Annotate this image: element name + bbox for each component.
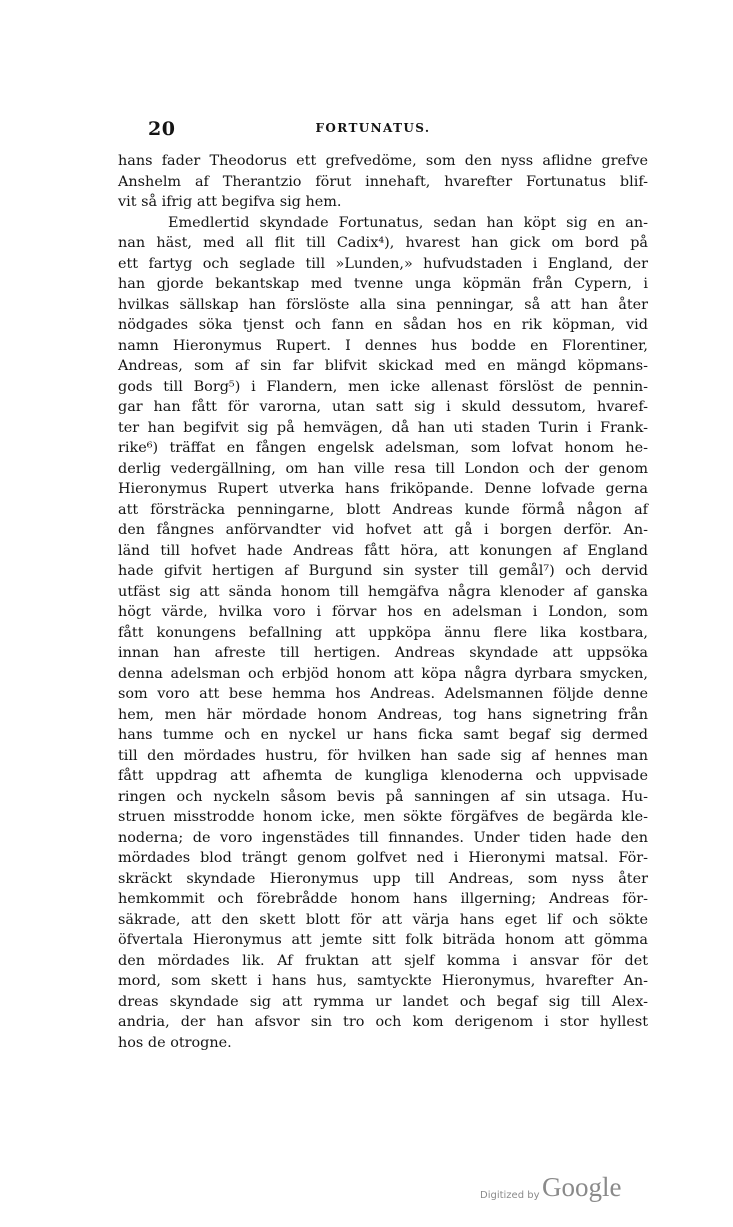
text-line: hans fader Theodorus ett grefvedöme, som den nyss aflidne grefve — [118, 153, 648, 169]
text-line: gar han fått för varorna, utan satt sig i skuld dessutom, hvaref- — [118, 399, 648, 415]
text-line: säkrade, att den skett blott för att värja hans eget lif och sökte — [118, 911, 648, 928]
text-line: han gjorde bekantskap med tvenne unga köpmän från Cypern, i — [118, 276, 648, 292]
google-wordmark: Google — [542, 1172, 622, 1202]
text-line: att försträcka penningarne, blott Andreas kunde förmå någon af — [118, 501, 648, 518]
text-line: den fångnes anförvandter vid hofvet att gå i borgen derför. An- — [118, 522, 648, 538]
body-text — [118, 151, 648, 1053]
text-line: ett fartyg och seglade till »Lunden,» hufvudstaden i England, der — [118, 255, 648, 272]
text-line: Anshelm af Therantzio förut innehaft, hvarefter Fortunatus blif- — [118, 173, 648, 190]
text-line: vit så ifrig att begifva sig hem. — [118, 194, 342, 210]
page-header — [148, 118, 598, 144]
text-line: fått uppdrag att afhemta de kungliga klenoderna och uppvisade — [118, 768, 648, 784]
text-line: noderna; de voro ingenstädes till finnandes. Under tiden hade den — [118, 829, 648, 846]
text-line: fått konungens befallning att uppköpa ännu flere lika kostbara, — [118, 624, 648, 641]
page-number: 20 — [148, 118, 176, 140]
text-line: andria, der han afsvor sin tro och kom derigenom i stor hyllest — [118, 1014, 648, 1030]
text-line: öfvertala Hieronymus att jemte sitt folk biträda honom att gömma — [118, 932, 648, 948]
text-line: nan häst, med all flit till Cadix⁴), hvarest han gick om bord på — [118, 235, 648, 251]
text-line: struen misstrodde honom icke, men sökte förgäfves de begärda kle- — [118, 809, 648, 825]
text-line: hans tumme och en nyckel ur hans ficka samt begaf sig dermed — [118, 727, 648, 743]
text-line: hvilkas sällskap han förslöste alla sina penningar, så att han åter — [118, 296, 648, 313]
text-line: hemkommit och förebrådde honom hans illgerning; Andreas för- — [118, 891, 648, 907]
text-line: skräckt skyndade Hieronymus upp till Andreas, som nyss åter — [118, 870, 648, 887]
text-line: hade gifvit hertigen af Burgund sin syster till gemål⁷) och dervid — [118, 563, 648, 579]
text-line: hos de otrogne. — [118, 1034, 232, 1051]
text-line: denna adelsman och erbjöd honom att köpa några dyrbara smycken, — [118, 665, 648, 682]
text-line: den mördades lik. Af fruktan att sjelf komma i ansvar för det — [118, 952, 648, 969]
text-line: ter han begifvit sig på hemvägen, då han uti staden Turin i Frank- — [118, 419, 648, 436]
text-line: derlig vedergällning, om han ville resa till London och der genom — [118, 460, 648, 477]
text-line: länd till hofvet hade Andreas fått höra, att konungen af England — [118, 542, 648, 559]
text-line: innan han afreste till hertigen. Andreas skyndade att uppsöka — [118, 645, 648, 661]
text-line: mord, som skett i hans hus, samtyckte Hieronymus, hvarefter An- — [118, 973, 648, 989]
text-line: gods till Borg⁵) i Flandern, men icke allenast förslöst de pennin- — [118, 378, 648, 395]
text-line: Emedlertid skyndade Fortunatus, sedan han köpt sig en an- — [168, 214, 648, 231]
text-line: mördades blod trängt genom golfvet ned i Hieronymi matsal. För- — [118, 850, 648, 866]
digitized-by-label: Digitized by — [480, 1190, 540, 1201]
text-line: Hieronymus Rupert utverka hans friköpande. Denne lofvade gerna — [118, 481, 648, 497]
text-line: hem, men här mördade honom Andreas, tog hans signetring från — [118, 706, 648, 723]
text-line: namn Hieronymus Rupert. I dennes hus bodde en Florentiner, — [118, 337, 648, 354]
running-title: FORTUNATUS. — [315, 121, 431, 135]
text-line: till den mördades hustru, för hvilken han sade sig af hennes man — [118, 747, 648, 764]
text-line: nödgades söka tjenst och fann en sådan hos en rik köpman, vid — [118, 317, 648, 333]
text-line: rike⁶) träffat en fången engelsk adelsman, som lofvat honom he- — [118, 440, 648, 456]
text-line: ringen och nyckeln såsom bevis på sanningen af sin utsaga. Hu- — [118, 788, 648, 805]
text-line: Andreas, som af sin far blifvit skickad med en mängd köpmans- — [118, 358, 648, 374]
text-line: högt värde, hvilka voro i förvar hos en adelsman i London, som — [118, 604, 648, 620]
digitization-watermark — [480, 1172, 700, 1212]
text-line: som voro att bese hemma hos Andreas. Adelsmannen följde denne — [118, 686, 648, 702]
text-line: dreas skyndade sig att rymma ur landet och begaf sig till Alex- — [118, 993, 648, 1010]
text-line: utfäst sig att sända honom till hemgäfva några klenoder af ganska — [118, 583, 648, 600]
